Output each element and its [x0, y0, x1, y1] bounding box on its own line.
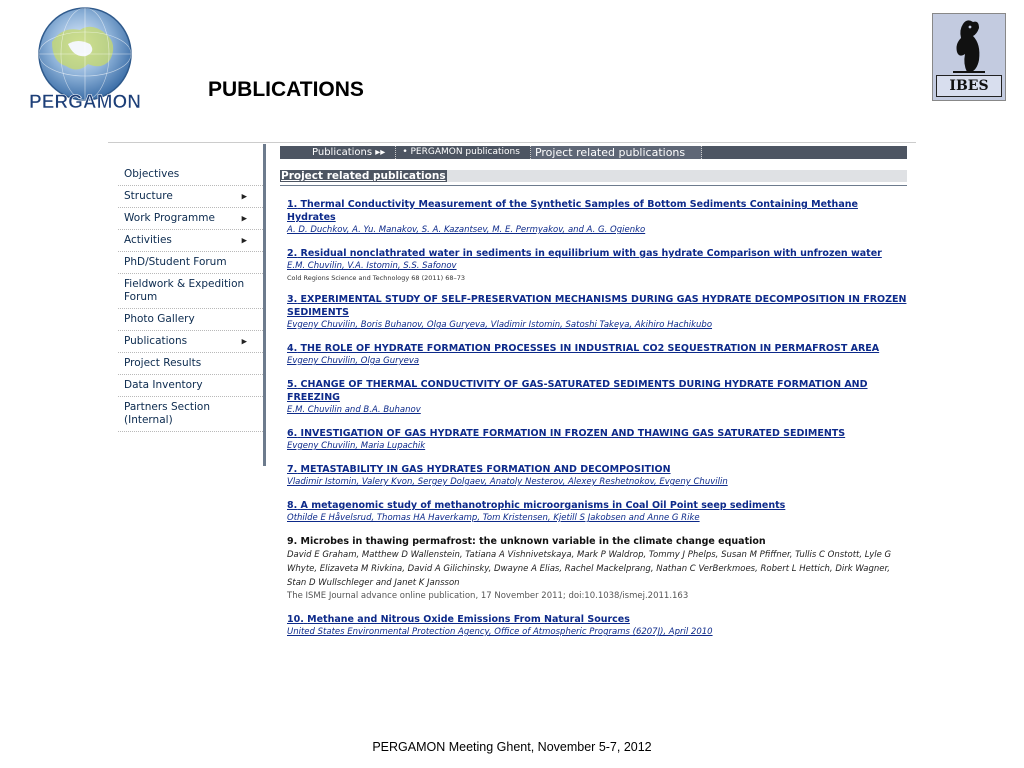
- caret-right-icon: ▶: [241, 192, 247, 200]
- publication-number: 5.: [287, 379, 298, 390]
- caret-right-icon: ▶: [241, 337, 247, 345]
- logo-text: PERGAMON: [29, 92, 141, 113]
- publication-item: [287, 499, 907, 525]
- sidebar-item-label: Project Results: [124, 357, 202, 369]
- publication-authors[interactable]: United States Environmental Protection Agency, Office of Atmospheric Programs (6207J), April 2010: [287, 627, 713, 637]
- sidebar-item-fieldwork-expedition-forum[interactable]: [118, 274, 263, 309]
- caret-right-icon: ▶: [241, 236, 247, 244]
- sidebar-item-label: Objectives: [124, 168, 180, 180]
- sidebar-item-structure[interactable]: [118, 186, 263, 208]
- sidebar-item-label: Work Programme: [124, 212, 215, 224]
- publication-authors[interactable]: A. D. Duchkov, A. Yu. Manakov, S. A. Kazantsev, M. E. Permyakov, and A. G. Ogienko: [287, 225, 646, 235]
- publication-item: [287, 535, 907, 603]
- sidebar-nav: [118, 144, 266, 466]
- publication-title-link[interactable]: [287, 378, 907, 404]
- publication-item: [287, 198, 907, 237]
- sidebar-item-work-programme[interactable]: [118, 208, 263, 230]
- publication-item: [287, 613, 907, 639]
- publication-title: Thermal Conductivity Measurement of the Synthetic Samples of Bottom Sediments Containing Methane Hydrates: [287, 199, 858, 223]
- publication-title: Microbes in thawing permafrost: the unknown variable in the climate change equation: [300, 536, 766, 547]
- publication-title: METASTABILITY IN GAS HYDRATES FORMATION AND DECOMPOSITION: [300, 464, 671, 475]
- ibes-label: IBES: [936, 75, 1002, 97]
- publication-number: 2.: [287, 248, 298, 259]
- bear-icon: [933, 16, 1005, 78]
- sidebar-item-label: Publications: [124, 335, 188, 347]
- publication-title: Methane and Nitrous Oxide Emissions From Natural Sources: [307, 614, 630, 625]
- publication-title: CHANGE OF THERMAL CONDUCTIVITY OF GAS-SATURATED SEDIMENTS DURING HYDRATE FORMATION AND FREEZING: [287, 379, 868, 403]
- publication-title-link[interactable]: [287, 293, 907, 319]
- publication-item: [287, 463, 907, 489]
- publication-title: A metagenomic study of methanotrophic microorganisms in Coal Oil Point seep sediments: [300, 500, 786, 511]
- publication-item: [287, 378, 907, 417]
- sidebar-item-label: PhD/Student Forum: [124, 256, 227, 268]
- publication-title: EXPERIMENTAL STUDY OF SELF-PRESERVATION MECHANISMS DURING GAS HYDRATE DECOMPOSITION IN FROZEN SEDIMENTS: [287, 294, 907, 318]
- publication-title: THE ROLE OF HYDRATE FORMATION PROCESSES IN INDUSTRIAL CO2 SEQUESTRATION IN PERMAFROST AREA: [300, 343, 880, 354]
- section-divider: [280, 185, 907, 186]
- top-divider: [108, 142, 916, 143]
- tab-project-related-publications[interactable]: Project related publications: [531, 146, 702, 159]
- publication-title-link[interactable]: [287, 198, 907, 224]
- publication-number: 8.: [287, 500, 298, 511]
- footer-text: PERGAMON Meeting Ghent, November 5-7, 2012: [372, 740, 652, 754]
- publication-title-link[interactable]: [287, 499, 907, 512]
- caret-right-icon: ▶: [241, 214, 247, 222]
- publication-number: 3.: [287, 294, 298, 305]
- publication-item: [287, 293, 907, 332]
- publication-title: INVESTIGATION OF GAS HYDRATE FORMATION IN FROZEN AND THAWING GAS SATURATED SEDIMENTS: [300, 428, 846, 439]
- publication-authors[interactable]: Evgeny Chuvilin, Boris Buhanov, Olga Guryeva, Vladimir Istomin, Satoshi Takeya, Akihiro Hachikubo: [287, 320, 713, 330]
- publication-number: 4.: [287, 343, 298, 354]
- publication-title-link[interactable]: [287, 613, 907, 626]
- publication-title-link[interactable]: [287, 342, 907, 355]
- publication-authors: David E Graham, Matthew D Wallenstein, Tatiana A Vishnivetskaya, Mark P Waldrop, Tommy J Phelps, Susan M Pfiffner, Tullis C Onstott, Lyle G Whyte, Elizaveta M Rivkina, David A Gilichinsky, Dwayne A Elias, Rachel Mackelprang, Nathan C VerBerkmoes, Robert L Hettich, Dirk Wagner, Stan D Wullschleger and Janet K Jansson: [287, 550, 892, 588]
- ibes-logo: [932, 13, 1006, 101]
- tab-publications[interactable]: Publications ▸▸: [280, 146, 396, 159]
- publication-title-text: [287, 535, 907, 548]
- publication-item: [287, 247, 907, 283]
- publication-authors[interactable]: Vladimir Istomin, Valery Kvon, Sergey Dolgaev, Anatoly Nesterov, Alexey Reshetnokov, Evgeny Chuvilin: [287, 477, 728, 487]
- sidebar-item-label: Activities: [124, 234, 172, 246]
- publication-source: The ISME Journal advance online publication, 17 November 2011; doi:10.1038/ismej.2011.163: [287, 591, 689, 601]
- publication-number: 9.: [287, 536, 298, 547]
- sidebar-item-partners-section[interactable]: [118, 397, 263, 432]
- publication-item: [287, 427, 907, 453]
- globe-icon: [22, 4, 148, 116]
- publication-authors[interactable]: Evgeny Chuvilin, Olga Guryeva: [287, 356, 420, 366]
- sidebar-item-objectives[interactable]: [118, 164, 263, 186]
- sidebar-item-label: Data Inventory: [124, 379, 203, 391]
- publication-item: [287, 342, 907, 368]
- publication-number: 10.: [287, 614, 304, 625]
- sidebar-item-publications[interactable]: [118, 331, 263, 353]
- publication-number: 7.: [287, 464, 298, 475]
- tab-bar: [280, 146, 907, 159]
- tab-pergamon-publications[interactable]: • PERGAMON publications: [396, 146, 531, 159]
- sidebar-item-project-results[interactable]: [118, 353, 263, 375]
- section-heading: [280, 170, 907, 182]
- sidebar-item-data-inventory[interactable]: [118, 375, 263, 397]
- publication-title: Residual nonclathrated water in sediments in equilibrium with gas hydrate Comparison with unfrozen water: [300, 248, 882, 259]
- sidebar-item-phd-student-forum[interactable]: [118, 252, 263, 274]
- publication-list: [280, 198, 907, 639]
- publication-authors[interactable]: E.M. Chuvilin, V.A. Istomin, S.S. Safonov: [287, 261, 457, 271]
- page-title: PUBLICATIONS: [208, 78, 364, 101]
- publication-authors[interactable]: Othilde E Håvelsrud, Thomas HA Haverkamp, Tom Kristensen, Kjetill S Jakobsen and Anne G Rike: [287, 513, 700, 523]
- sidebar-item-activities[interactable]: [118, 230, 263, 252]
- publication-number: 1.: [287, 199, 298, 210]
- publication-authors[interactable]: E.M. Chuvilin and B.A. Buhanov: [287, 405, 421, 415]
- publication-authors[interactable]: Evgeny Chuvilin, Maria Lupachik: [287, 441, 426, 451]
- sidebar-item-label: Structure: [124, 190, 173, 202]
- main-content: [280, 146, 907, 649]
- publication-number: 6.: [287, 428, 298, 439]
- sidebar-item-label: Fieldwork & Expedition Forum: [124, 278, 245, 303]
- publication-title-link[interactable]: [287, 463, 907, 476]
- pergamon-logo: [22, 4, 148, 116]
- publication-title-link[interactable]: [287, 427, 907, 440]
- publication-title-link[interactable]: [287, 247, 907, 260]
- sidebar-item-label: Photo Gallery: [124, 313, 195, 325]
- sidebar-item-label: Partners Section (Internal): [124, 401, 210, 426]
- publication-source: Cold Regions Science and Technology 68 (2011) 68–73: [287, 274, 466, 282]
- section-heading-text: Project related publications: [281, 170, 446, 182]
- sidebar-item-photo-gallery[interactable]: [118, 309, 263, 331]
